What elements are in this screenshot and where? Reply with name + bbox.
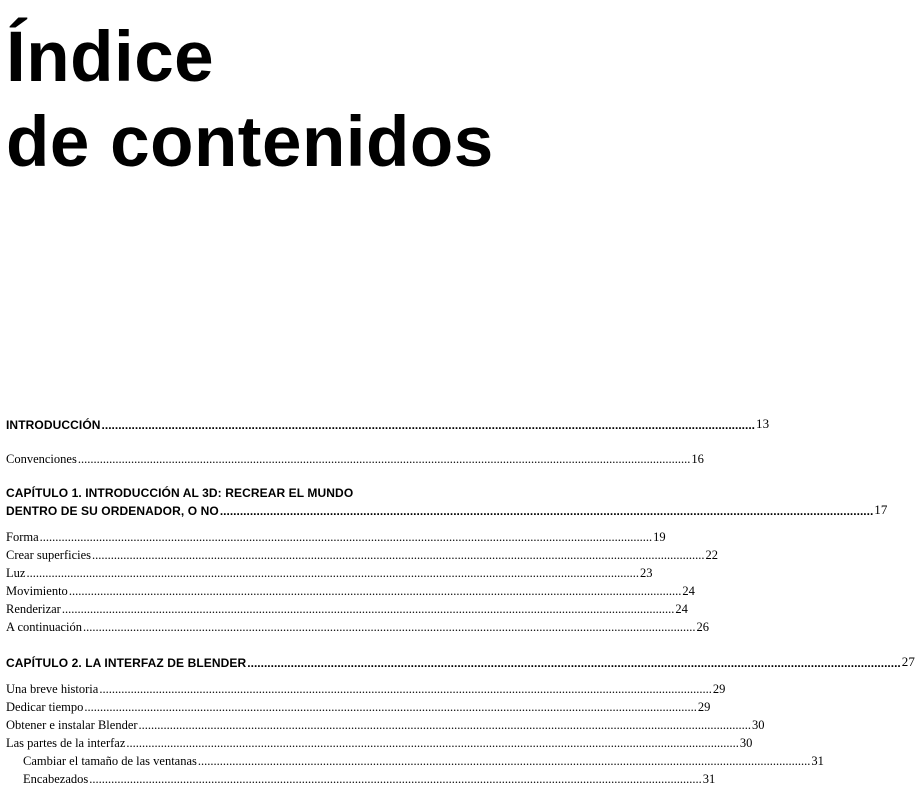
toc-section-item[interactable] — [6, 736, 753, 751]
dot-leader: .................................................................................................................................................................................................... — [39, 530, 653, 544]
toc-entry-label: Convenciones — [6, 452, 77, 466]
dot-leader: .................................................................................................................................................................................................... — [247, 656, 901, 670]
toc-entry-label: Forma — [6, 530, 39, 544]
toc-entry-label: Obtener e instalar Blender — [6, 718, 138, 732]
page-title-line-1: Índice — [6, 18, 215, 97]
dot-leader: .................................................................................................................................................................................................... — [89, 772, 702, 786]
toc-page-number: 31 — [811, 754, 824, 768]
toc-chapter-introduccion[interactable] — [6, 416, 770, 432]
toc-entry-label: Luz — [6, 566, 26, 580]
dot-leader: .................................................................................................................................................................................................... — [99, 682, 712, 696]
dot-leader: .................................................................................................................................................................................................... — [197, 754, 811, 768]
toc-entry-label: Movimiento — [6, 584, 68, 598]
toc-entry-label: Cambiar el tamaño de las ventanas — [23, 754, 197, 768]
dot-leader: .................................................................................................................................................................................................... — [101, 418, 755, 432]
toc-subsection-item[interactable] — [23, 772, 716, 787]
toc-section-item[interactable] — [6, 682, 726, 697]
toc-page-number: 19 — [653, 530, 666, 544]
dot-leader: .................................................................................................................................................................................................... — [126, 736, 739, 750]
toc-entry-label: INTRODUCCIÓN — [6, 418, 101, 432]
toc-page-number: 29 — [697, 700, 711, 714]
toc-chapter-1[interactable] — [6, 502, 888, 518]
toc-page-number: 29 — [712, 682, 726, 696]
dot-leader: .................................................................................................................................................................................................... — [83, 620, 696, 634]
dot-leader: .................................................................................................................................................................................................... — [219, 504, 874, 518]
toc-section-item[interactable] — [6, 602, 688, 617]
toc-page-number: 30 — [752, 718, 765, 732]
dot-leader: .................................................................................................................................................................................................... — [26, 566, 639, 580]
toc-section-item[interactable] — [6, 566, 653, 581]
toc-page-number: 24 — [675, 602, 688, 616]
toc-entry-label: CAPÍTULO 2. LA INTERFAZ DE BLENDER — [6, 656, 247, 670]
toc-section-item[interactable] — [6, 718, 765, 733]
toc-page-number: 16 — [691, 452, 704, 466]
dot-leader: .................................................................................................................................................................................................... — [68, 584, 682, 598]
toc-entry-label: DENTRO DE SU ORDENADOR, O NO — [6, 504, 219, 518]
page-title-line-2: de contenidos — [6, 103, 494, 182]
toc-page-number: 30 — [739, 736, 753, 750]
toc-page-number: 17 — [874, 502, 888, 517]
toc-entry-label: Una breve historia — [6, 682, 99, 696]
toc-page-number: 27 — [901, 654, 915, 669]
toc-section-item[interactable] — [6, 548, 719, 563]
dot-leader: .................................................................................................................................................................................................... — [77, 452, 691, 466]
toc-page-number: 22 — [705, 548, 719, 562]
toc-page-number: 13 — [756, 416, 770, 431]
toc-chapter-1-title-line-1[interactable]: CAPÍTULO 1. INTRODUCCIÓN AL 3D: RECREAR EL MUNDO — [6, 486, 354, 500]
toc-entry-label: Dedicar tiempo — [6, 700, 84, 714]
dot-leader: .................................................................................................................................................................................................... — [138, 718, 752, 732]
toc-chapter-2[interactable] — [6, 654, 915, 670]
toc-page-number: 31 — [702, 772, 716, 786]
toc-entry-label: Encabezados — [23, 772, 89, 786]
toc-entry-label: Las partes de la interfaz — [6, 736, 126, 750]
toc-section-item[interactable] — [6, 620, 710, 635]
toc-entry-label: Crear superficies — [6, 548, 92, 562]
toc-entry-label: Renderizar — [6, 602, 61, 616]
dot-leader: .................................................................................................................................................................................................... — [84, 700, 697, 714]
toc-section-convenciones[interactable] — [6, 452, 704, 467]
dot-leader: .................................................................................................................................................................................................... — [61, 602, 675, 616]
toc-section-item[interactable] — [6, 584, 695, 599]
toc-subsection-item[interactable] — [23, 754, 824, 769]
toc-page-number: 23 — [639, 566, 653, 580]
dot-leader: .................................................................................................................................................................................................... — [92, 548, 705, 562]
toc-page-number: 26 — [696, 620, 710, 634]
toc-entry-label: A continuación — [6, 620, 83, 634]
toc-page-number: 24 — [682, 584, 695, 598]
toc-section-item[interactable] — [6, 530, 666, 545]
toc-section-item[interactable] — [6, 700, 711, 715]
